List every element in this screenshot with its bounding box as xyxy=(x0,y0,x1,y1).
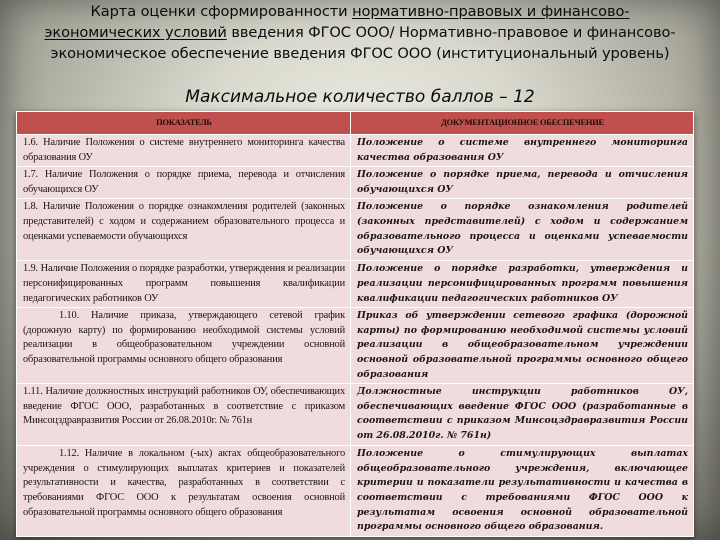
indicator-cell: 1.12. Наличие в локальном (-ых) актах общеобразовательного учреждения о стимулирующих выплатах критериев и показателей результативности и качества, разработанных в соответствии с требованиями ФГОС ООО к результатам освоения основной образовательной программы основного общего образования xyxy=(17,446,351,537)
document-cell: Приказ об утверждении сетевого графика (дорожной карты) по формированию необходимой системы условий реализации в общеобразовательном учреждении основной образовательной программы основного общего образования xyxy=(351,308,694,384)
indicator-cell: 1.9. Наличие Положения о порядке разработки, утверждения и реализации персонифицированных программ повышения квалификации педагогических работников ОУ xyxy=(17,261,351,308)
document-cell: Положение о системе внутреннего мониторинга качества образования ОУ xyxy=(351,135,694,167)
table-row xyxy=(17,167,694,199)
document-cell: Положение о порядке ознакомления родителей (законных представителей) с ходом и содержанием образовательного процесса и оценками успеваемости обучающихся ОУ xyxy=(351,199,694,261)
table-row xyxy=(17,135,694,167)
table-row xyxy=(17,261,694,308)
indicator-cell: 1.7. Наличие Положения о порядке приема, перевода и отчисления обучающихся ОУ xyxy=(17,167,351,199)
max-score-subtitle: Максимальное количество баллов – 12 xyxy=(185,87,535,107)
document-cell: Положение о порядке приема, перевода и отчисления обучающихся ОУ xyxy=(351,167,694,199)
assessment-table xyxy=(16,111,694,537)
title-part2: введения ФГОС ООО/ Нормативно-правовое и финансово-экономическое обеспечение введения ФГОС ООО (институциональный уровень) xyxy=(50,24,676,62)
header-documentation: ДОКУМЕНТАЦИОННОЕ ОБЕСПЕЧЕНИЕ xyxy=(351,112,694,135)
slide-title xyxy=(40,1,680,64)
table-row xyxy=(17,446,694,537)
title-underlined: нормативно-правовых и финансово-экономических условий xyxy=(44,3,630,41)
header-indicator: ПОКАЗАТЕЛЬ xyxy=(17,112,351,135)
indicator-cell: 1.8. Наличие Положения о порядке ознакомления родителей (законных представителей) с ходом и содержанием образовательного процесса и оценками успеваемости обучающихся xyxy=(17,199,351,261)
title-part1: Карта оценки сформированности xyxy=(90,3,353,20)
document-cell: Положение о стимулирующих выплатах общеобразовательного учреждения, включающее критерии и показатели результативности и качества в соответствии с требованиями ФГОС ООО к результатам освоения основной образовательной программы основного общего образования. xyxy=(351,446,694,537)
document-cell: Должностные инструкции работников ОУ, обеспечивающих введение ФГОС ООО (разработанные в соответствии с приказом Минсоцздравразвития России от 26.08.2010г. № 761н) xyxy=(351,384,694,446)
indicator-cell: 1.11. Наличие должностных инструкций работников ОУ, обеспечивающих введение ФГОС ООО, разработанных в соответствие с приказом Минсоцздравразвития России от 26.08.2010г. № 761н xyxy=(17,384,351,446)
table-row xyxy=(17,308,694,384)
table-header-row xyxy=(17,112,694,135)
table-row xyxy=(17,199,694,261)
document-cell: Положение о порядке разработки, утверждения и реализации персонифицированных программ повышения квалификации педагогических работников ОУ xyxy=(351,261,694,308)
indicator-cell: 1.6. Наличие Положения о системе внутреннего мониторинга качества образования ОУ xyxy=(17,135,351,167)
indicator-cell: 1.10. Наличие приказа, утверждающего сетевой график (дорожную карту) по формированию необходимой системы условий реализации в общеобразовательном учреждении основной образовательной программы основного общего образования xyxy=(17,308,351,384)
table-row xyxy=(17,384,694,446)
